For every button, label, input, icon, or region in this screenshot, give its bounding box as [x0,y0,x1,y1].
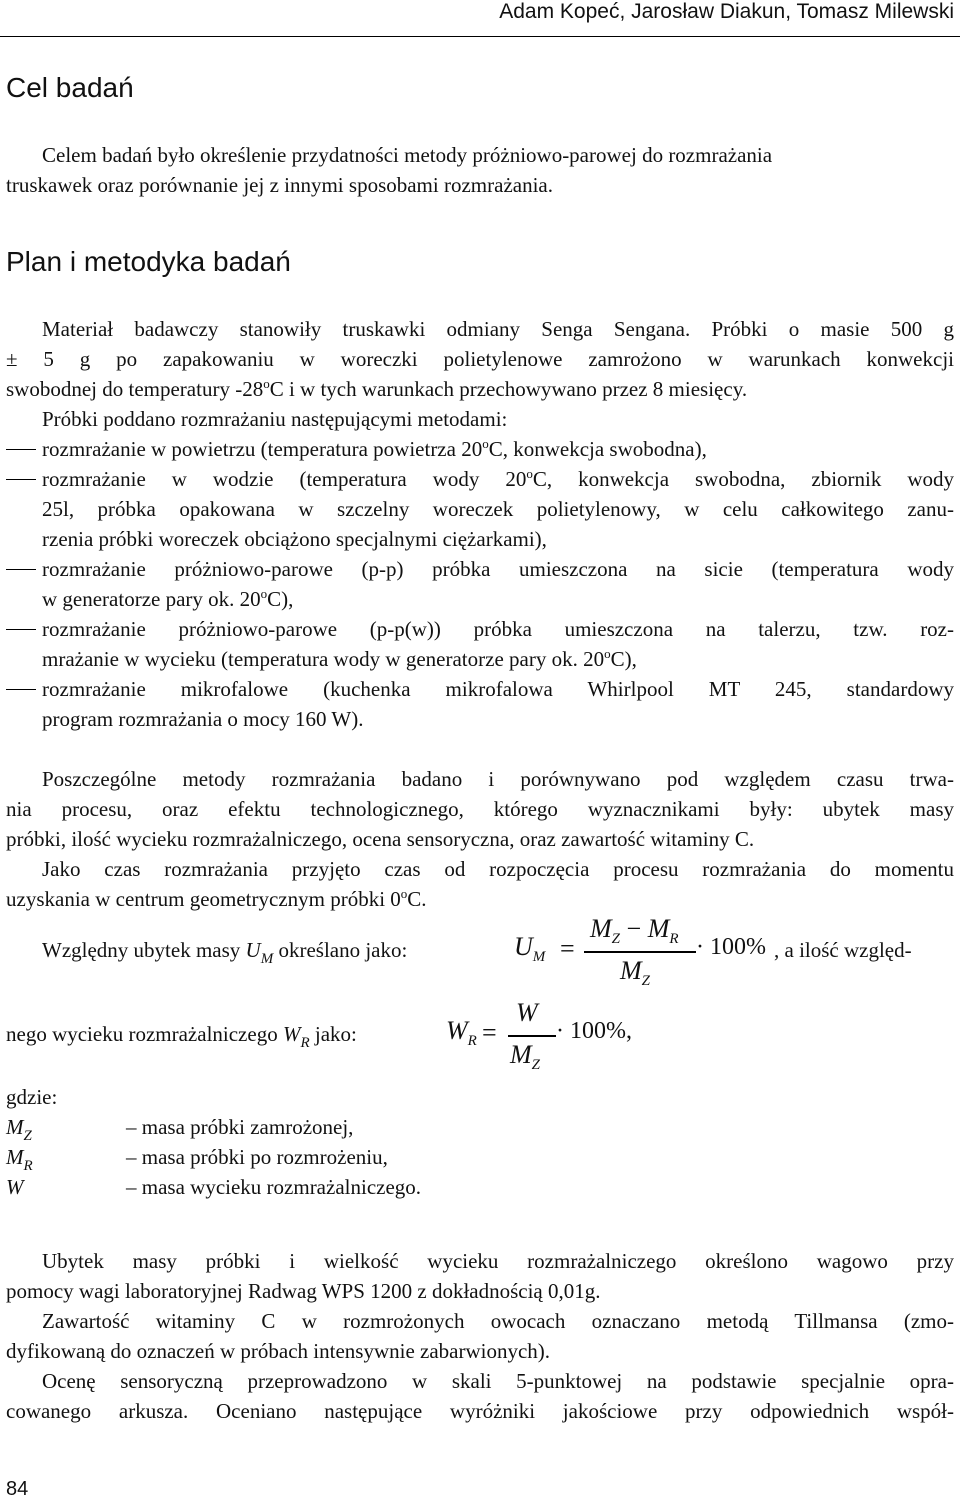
method-p2-line-4: Jako czas rozmrażania przyjęto czas od rozpoczęcia procesu rozmrażania do momentu [42,857,954,881]
method-list-item-5: rozmrażanie mikrofalowe (kuchenka mikrofalowa Whirlpool MT 245, standardowy [42,677,954,701]
method-list-item-3-cont: w generatorze pary ok. 20$^o$C), [42,586,294,611]
method-list-item-2-cont-2: rzenia próbki woreczek obciążono specjalnymi ciężarkami), [42,527,547,551]
eq1-fraction-bar [584,951,696,953]
eq1-tail: , a ilość względ- [774,938,912,962]
eq1-numerator: $M_Z - M_R$ [590,914,679,947]
eq2-factor: · 100%, [556,1018,632,1044]
method-p1-line-4: Próbki poddano rozmrażaniu następującymi metodami: [42,407,508,431]
method-p1-line-2: ± 5 g po zapakowaniu w woreczki polietylenowe zamrożono w warunkach konwekcji [6,347,954,371]
eq2-intro: nego wycieku rozmrażalniczego $W_R$ jako: [6,1022,357,1051]
where-item-2: $M_R$ – masa próbki po rozmrożeniu, [6,1145,388,1174]
eq2-lhs: $W_R$ [446,1016,477,1049]
list-dash [6,689,36,690]
method-p3-line-4: dyfikowaną do oznaczeń w próbach intensywnie zabarwionych). [6,1339,551,1363]
eq1-intro: Względny ubytek masy $U_M$ określano jako: [42,938,408,967]
goal-line-1: Celem badań było określenie przydatności metody próżniowo-parowej do rozmrażania [42,143,773,167]
eq1-factor: · 100% [696,934,766,960]
where-label: gdzie: [6,1085,58,1109]
header-rule [0,36,960,37]
eq1-lhs: $U_M$ [514,932,546,965]
method-p2-line-2: nia procesu, oraz efektu technologicznego, którego wyznacznikami były: ubytek masy [6,797,954,821]
eq2-equals: = [482,1018,497,1047]
goal-line-2: truskawek oraz porównanie jej z innymi sposobami rozmrażania. [6,173,553,197]
list-dash [6,569,36,570]
method-p3-line-2: pomocy wagi laboratoryjnej Radwag WPS 1200 z dokładnością 0,01g. [6,1279,601,1303]
list-dash [6,479,36,480]
method-p3-line-6: cowanego arkusza. Oceniano następujące wyróżniki jakościowe przy odpowiednich współ- [6,1399,954,1423]
running-header: Adam Kopeć, Jarosław Diakun, Tomasz Milewski [499,0,954,23]
where-item-1: $M_Z$ – masa próbki zamrożonej, [6,1115,354,1144]
where-item-3: W – masa wycieku rozmrażalniczego. [6,1175,422,1199]
method-list-item-2: rozmrażanie w wodzie (temperatura wody 20$^o$C, konwekcja swobodna, zbiornik wody [42,466,954,491]
method-p2-line-5: uzyskania w centrum geometrycznym próbki 0$^o$C. [6,886,427,911]
method-p1-line-1: Materiał badawczy stanowiły truskawki odmiany Senga Sengana. Próbki o masie 500 g [42,317,954,341]
section-heading-method: Plan i metodyka badań [6,246,291,277]
method-p3-line-1: Ubytek masy próbki i wielkość wycieku rozmrażalniczego określono wagowo przy [42,1249,954,1273]
eq2-denominator: $M_Z$ [510,1040,541,1073]
method-p2-line-1: Poszczególne metody rozmrażania badano i porównywano pod względem czasu trwa- [42,767,954,791]
method-p2-line-3: próbki, ilość wycieku rozmrażalniczego, ocena sensoryczna, oraz zawartość witaminy C. [6,827,755,851]
list-dash [6,449,36,450]
method-list-item-5-cont: program rozmrażania o mocy 160 W). [42,707,364,731]
method-p3-line-3: Zawartość witaminy C w rozmrożonych owocach oznaczano metodą Tillmansa (zmo- [42,1309,954,1333]
eq2-fraction-bar [508,1035,556,1037]
method-p1-line-3: swobodnej do temperatury -28$^o$C i w tych warunkach przechowywano przez 8 miesięcy. [6,376,748,401]
eq1-equals: = [560,934,575,963]
list-dash [6,629,36,630]
page-number: 84 [6,1478,29,1500]
method-p3-line-5: Ocenę sensoryczną przeprowadzono w skali 5-punktowej na podstawie specjalnie opra- [42,1369,954,1393]
method-list-item-3: rozmrażanie próżniowo-parowe (p-p) próbka umieszczona na sicie (temperatura wody [42,557,954,581]
eq2-numerator: W [516,998,538,1027]
method-list-item-4: rozmrażanie próżniowo-parowe (p-p(w)) próbka umieszczona na talerzu, tzw. roz- [42,617,954,641]
method-list-item-2-cont-1: 25l, próbka opakowana w szczelny woreczek polietylenowy, w celu całkowitego zanu- [42,497,954,521]
section-heading-goal: Cel badań [6,72,134,103]
eq1-denominator: $M_Z$ [620,956,651,989]
method-list-item-4-cont: mrażanie w wycieku (temperatura wody w generatorze pary ok. 20$^o$C), [42,646,637,671]
